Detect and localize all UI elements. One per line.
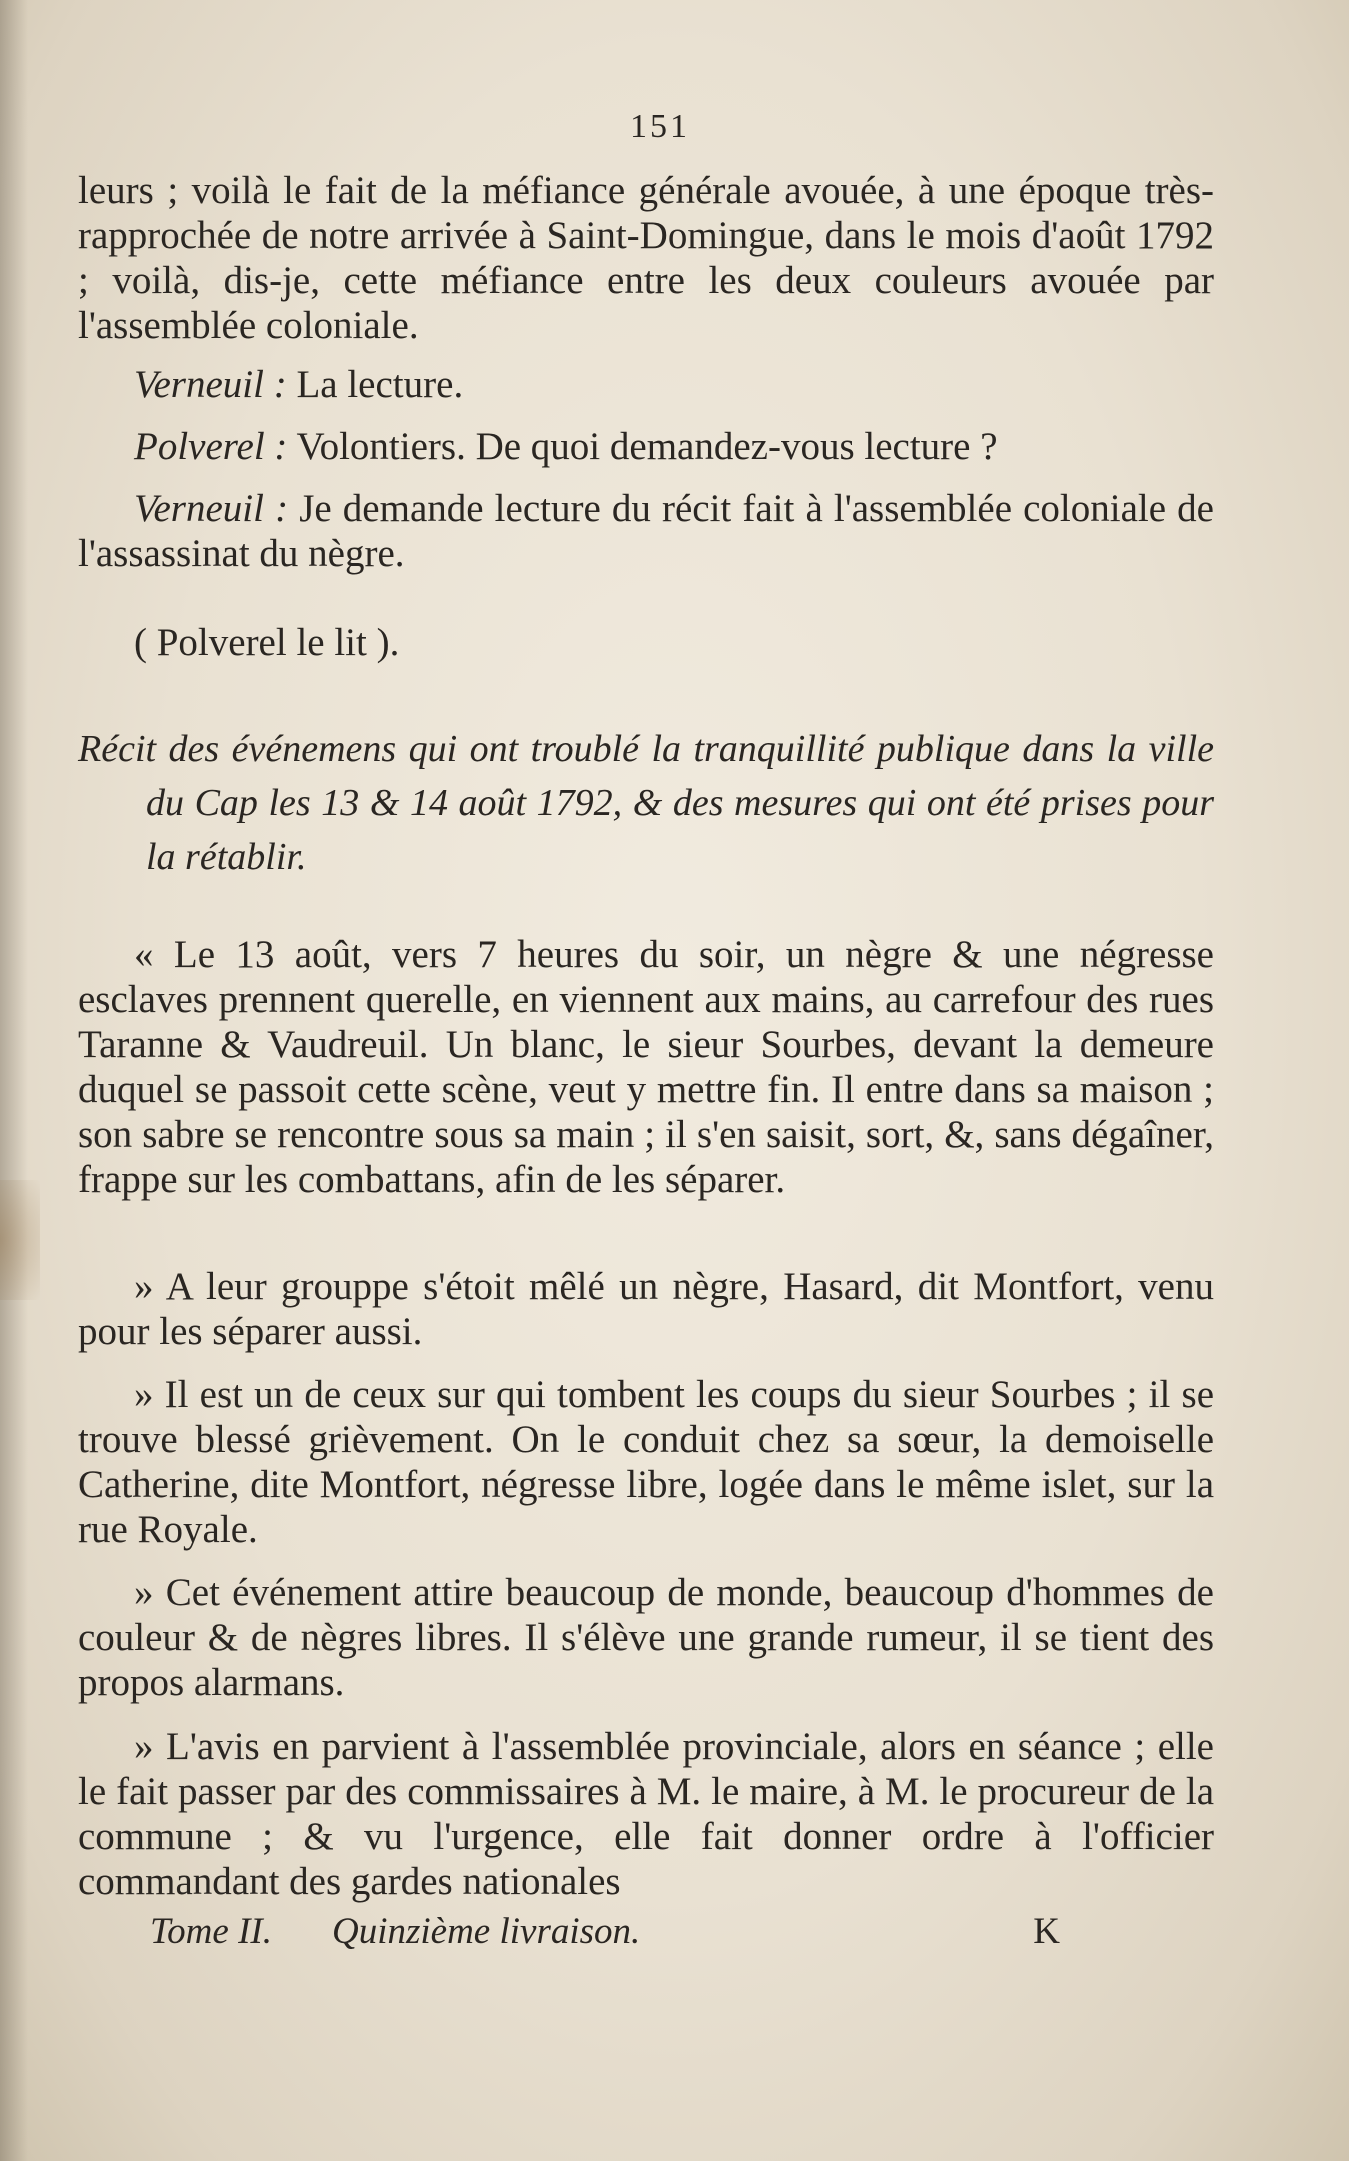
recit-title: Récit des événemens qui ont troublé la tranquillité publique dans la ville du Cap les 13 & 14 août 1792, & des mesures qui ont été prises pour la rétablir. xyxy=(78,728,1214,878)
dialogue-text: La lecture. xyxy=(286,363,464,406)
dialogue-verneuil-1 xyxy=(78,362,1214,407)
dialogue-verneuil-2 xyxy=(78,486,1214,576)
page-number: 151 xyxy=(630,108,690,145)
paragraph-polverel-lit: ( Polverel le lit ). xyxy=(134,621,400,664)
speaker-polverel: Polverel : xyxy=(134,425,288,468)
speaker-verneuil: Verneuil : xyxy=(134,363,287,406)
page-footer xyxy=(150,1910,1060,1953)
paragraph-6: « Le 13 août, vers 7 heures du soir, un nègre & une négresse esclaves prennent querelle, en viennent aux mains, au carrefour des rues Taranne & Vaudreuil. Un blanc, le sieur Sourbes, devant la demeure duquel se passoit cette scène, veut y mettre fin. Il entre dans sa maison ; son sabre se rencontre sous sa main ; il s'en saisit, sort, &, sans dégaîner, frappe sur les combattans, afin de les séparer. xyxy=(78,933,1214,1201)
speaker-verneuil: Verneuil : xyxy=(134,487,289,530)
dialogue-polverel xyxy=(78,424,1214,469)
paragraph-8: » Il est un de ceux sur qui tombent les coups du sieur Sourbes ; il se trouve blessé grièvement. On le conduit chez sa sœur, la demoiselle Catherine, dite Montfort, négresse libre, logée dans le même islet, sur la rue Royale. xyxy=(78,1373,1214,1551)
dialogue-text: Volontiers. De quoi demandez-vous lecture ? xyxy=(287,425,998,468)
stage-direction xyxy=(78,620,1214,665)
paragraph-1: leurs ; voilà le fait de la méfiance générale avouée, à une époque très-rapprochée de notre arrivée à Saint-Domingue, dans le mois d'août 1792 ; voilà, dis-je, cette méfiance entre les deux couleurs avouée par l'assemblée coloniale. xyxy=(78,169,1214,347)
footer-tome: Tome II. xyxy=(150,1911,272,1952)
binding-shadow xyxy=(0,0,28,2161)
paragraph-6-block xyxy=(78,932,1214,1202)
paragraph-continuation xyxy=(78,168,1214,348)
dialogue-text: Je demande lecture du récit fait à l'assemblée coloniale de l'assassinat du nègre. xyxy=(78,487,1214,575)
paragraph-10: » L'avis en parvient à l'assemblée provinciale, alors en séance ; elle le fait passer par des commissaires à M. le maire, à M. le procureur de la commune ; & vu l'urgence, elle fait donner ordre à l'officier commandant des gardes nationales xyxy=(78,1725,1214,1903)
paragraph-8-block xyxy=(78,1372,1214,1552)
footer-livraison: Quinzième livraison. xyxy=(331,1911,641,1952)
paragraph-10-block xyxy=(78,1724,1214,1904)
paragraph-7: » A leur grouppe s'étoit mêlé un nègre, Hasard, dit Montfort, venu pour les séparer aussi. xyxy=(78,1265,1214,1353)
signature-mark: K xyxy=(1033,1911,1060,1952)
section-title xyxy=(78,722,1214,884)
paragraph-9-block xyxy=(78,1570,1214,1705)
paragraph-7-block xyxy=(78,1264,1214,1354)
paper-stain xyxy=(0,1180,40,1300)
paragraph-9: » Cet événement attire beaucoup de monde, beaucoup d'hommes de couleur & de nègres libres. Il s'élève une grande rumeur, il se tient des propos alarmans. xyxy=(78,1571,1214,1704)
